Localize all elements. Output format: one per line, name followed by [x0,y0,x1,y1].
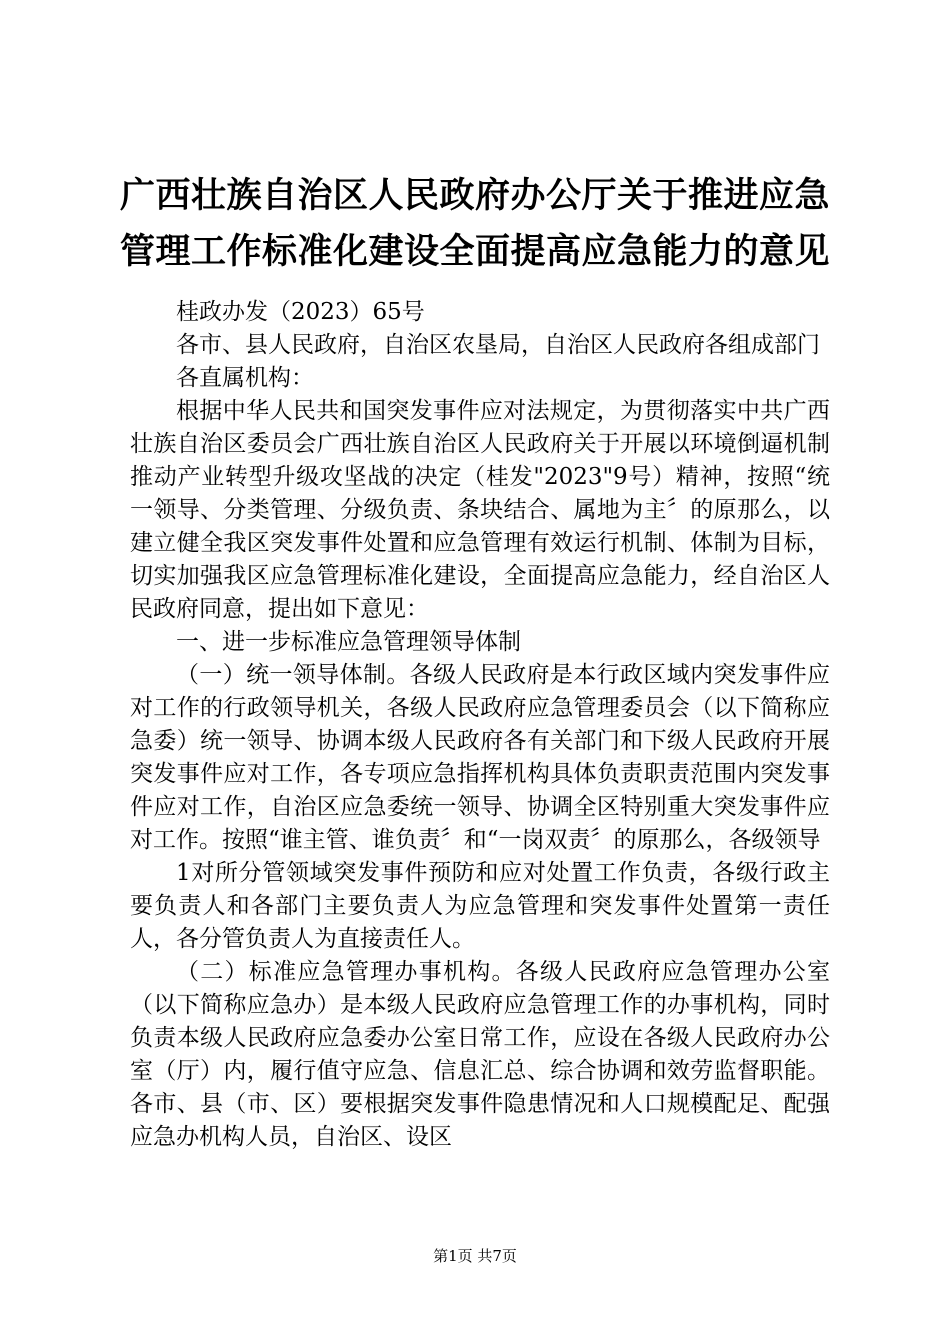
document-body [130,296,830,1154]
body-paragraph-1-1: （一）统一领导体制。各级人民政府是本行政区域内突发事件应对工作的行政领导机关，各级人民政府应急管理委员会（以下简称应急委）统一领导、协调本级人民政府各有关部门和下级人民政府开展突发事件应对工作，各专项应急指挥机构具体负责职责范围内突发事件应对工作，自治区应急委统一领导、协调全区特别重大突发事件应对工作。按照“谁主管、谁负责〞和“一岗双责〞的原那么，各级领导 [130,662,830,853]
document-title [95,168,855,280]
body-paragraph-intro: 根据中华人民共和国突发事件应对法规定，为贯彻落实中共广西壮族自治区委员会广西壮族自治区人民政府关于开展以环境倒逼机制推动产业转型升级攻坚战的决定（桂发"2023"9号）精神，按照“统一领导、分类管理、分级负责、条块结合、属地为主〞的原那么，以建立健全我区突发事件处置和应急管理有效运行机制、体制为目标，切实加强我区应急管理标准化建设，全面提高应急能力，经自治区人民政府同意，提出如下意见： [130,398,830,622]
recipients-line: 各市、县人民政府，自治区农垦局，自治区人民政府各组成部门 [176,332,820,358]
title-line-1: 广西壮族自治区人民政府办公厅关于推进应急 [119,175,830,216]
document-number: 桂政办发（2023）65号 [176,299,425,325]
page-number-footer: 第1页 共7页 [433,1247,517,1265]
body-paragraph-continued: 1对所分管领域突发事件预防和应对处置工作负责，各级行政主要负责人和各部门主要负责人为应急管理和突发事件处置第一责任人，各分管负责人为直接责任人。 [130,860,830,952]
title-line-2: 管理工作标准化建设全面提高应急能力的意见 [119,231,830,272]
body-paragraph-1-2: （二）标准应急管理办事机构。各级人民政府应急管理办公室（以下简称应急办）是本级人民政府应急管理工作的办事机构，同时负责本级人民政府应急委办公室日常工作，应设在各级人民政府办公室（厅）内，履行值守应急、信息汇总、综合协调和效劳监督职能。各市、县（市、区）要根据突发事件隐患情况和人口规模配足、配强应急办机构人员，自治区、设区 [130,959,830,1150]
section-heading-1: 一、进一步标准应急管理领导体制 [176,629,521,655]
recipients-line-2: 各直属机构： [176,365,314,391]
